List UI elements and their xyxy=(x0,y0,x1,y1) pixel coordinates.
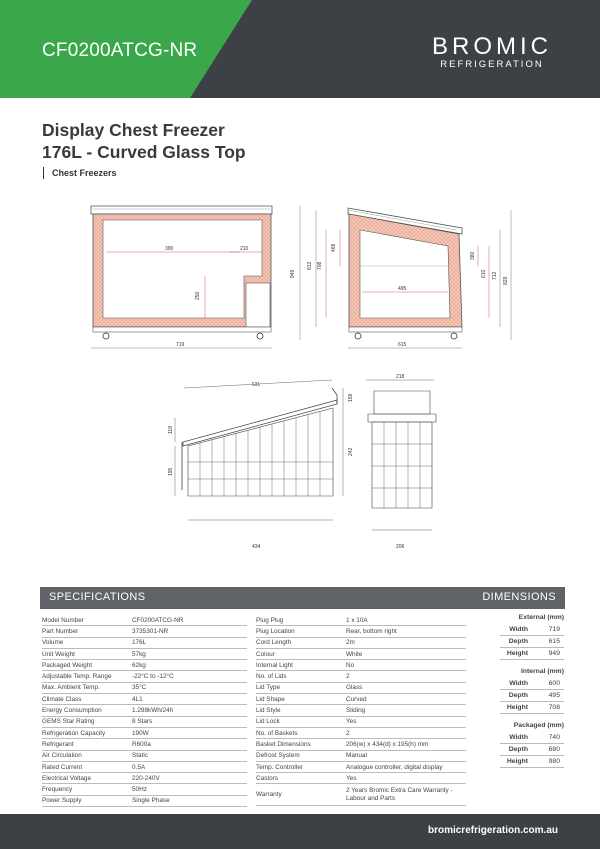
dim-front-inner-step: 210 xyxy=(240,246,249,252)
specifications-heading: SPECIFICATIONS xyxy=(49,591,146,603)
dim-side-h1: 812 xyxy=(307,261,313,270)
spec-value: 190W xyxy=(132,729,149,737)
dim-basket-right-height: 159 xyxy=(348,393,354,402)
spec-value: White xyxy=(346,650,363,658)
specs-column-2 xyxy=(256,615,466,806)
spec-label: Model Number xyxy=(42,616,84,624)
spec-row xyxy=(256,649,466,660)
dim-overall-height: 949 xyxy=(290,269,296,278)
dim-basket-left-height: 118 xyxy=(168,426,174,434)
website-link[interactable]: bromicrefrigeration.com.au xyxy=(427,825,558,836)
dimension-label: Height xyxy=(506,704,528,711)
spec-row xyxy=(256,751,466,762)
model-code: CF0200ATCG-NR xyxy=(42,40,198,61)
dimension-label: Width xyxy=(509,734,528,741)
specifications-bar xyxy=(40,587,565,609)
technical-drawings xyxy=(0,190,600,570)
spec-label: Defrost System xyxy=(256,752,300,760)
spec-row xyxy=(42,649,247,660)
dimension-row xyxy=(500,690,564,702)
spec-label: Air Circulation xyxy=(42,752,82,760)
spec-value: 3735301-NR xyxy=(132,627,169,635)
dimension-value: 949 xyxy=(548,650,560,657)
dim-front-step-height: 250 xyxy=(195,291,201,300)
spec-label: Cord Length xyxy=(256,639,292,647)
dimension-value: 615 xyxy=(548,638,560,645)
spec-row xyxy=(256,705,466,716)
dimension-row xyxy=(500,636,564,648)
spec-label: Colour xyxy=(256,650,275,658)
dimension-value: 980 xyxy=(548,758,560,765)
spec-row xyxy=(42,660,247,671)
spec-label: Lid Lock xyxy=(256,718,280,726)
dim-side-outer-depth: 615 xyxy=(398,342,407,348)
dimension-row xyxy=(500,624,564,636)
spec-value: -22°C to -12°C xyxy=(132,673,174,681)
spec-row xyxy=(256,671,466,682)
dim-side-d4: 829 xyxy=(503,276,509,285)
spec-label: Lid Style xyxy=(256,707,281,715)
spec-value: Single Phase xyxy=(132,797,170,805)
spec-row xyxy=(42,739,247,750)
spec-value: Static xyxy=(132,752,148,760)
side-section-view xyxy=(307,208,511,348)
spec-label: Unit Weight xyxy=(42,650,75,658)
spec-label: Basket Dimensions xyxy=(256,740,311,748)
spec-row xyxy=(42,784,247,795)
dim-basket-side-top: 218 xyxy=(396,374,405,380)
spec-label: Climate Class xyxy=(42,695,82,703)
dimension-value: 708 xyxy=(548,704,560,711)
spec-row xyxy=(42,638,247,649)
dimension-value: 719 xyxy=(548,626,560,633)
dimension-group-heading: Internal (mm) xyxy=(520,668,564,675)
dimensions-heading: DIMENSIONS xyxy=(482,591,556,603)
spec-row xyxy=(256,773,466,784)
spec-value: 57kg xyxy=(132,650,146,658)
spec-label: Electrical Voltage xyxy=(42,774,92,782)
spec-row xyxy=(42,615,247,626)
spec-row xyxy=(42,728,247,739)
dim-side-d3: 712 xyxy=(492,271,498,280)
spec-value: Yes xyxy=(346,774,357,782)
dimension-value: 600 xyxy=(548,680,560,687)
dimension-label: Depth xyxy=(508,746,528,753)
spec-value: 1.298kWh/24h xyxy=(132,707,174,715)
spec-row xyxy=(42,751,247,762)
title-line-2: 176L - Curved Glass Top xyxy=(42,142,246,162)
spec-label: Packaged Weight xyxy=(42,661,92,669)
spec-label: Energy Consumption xyxy=(42,707,102,715)
dim-basket-side-bottom: 206 xyxy=(396,544,405,550)
spec-label: Refrigerant xyxy=(42,740,74,748)
spec-value: 2 xyxy=(346,673,350,681)
dim-basket-body-height: 195 xyxy=(168,467,174,476)
spec-label: Plug Location xyxy=(256,627,295,635)
spec-value: 2 xyxy=(346,729,350,737)
dimension-label: Depth xyxy=(508,692,528,699)
dimension-group xyxy=(500,614,564,660)
spec-row xyxy=(256,615,466,626)
spec-value: R600a xyxy=(132,740,151,748)
spec-value: 50Hz xyxy=(132,786,147,794)
spec-row xyxy=(256,739,466,750)
dimension-value: 495 xyxy=(548,692,560,699)
spec-row xyxy=(42,773,247,784)
product-category: Chest Freezers xyxy=(43,167,117,179)
spec-value: Manual xyxy=(346,752,367,760)
spec-label: No. of Baskets xyxy=(256,729,298,737)
spec-row xyxy=(42,717,247,728)
spec-row xyxy=(42,796,247,807)
basket-front-view xyxy=(175,380,343,520)
dim-side-inner-depth: 495 xyxy=(398,286,407,292)
dimension-row xyxy=(500,732,564,744)
spec-label: GEMS Star Rating xyxy=(42,718,95,726)
dimension-row xyxy=(500,648,564,660)
spec-label: Lid Shape xyxy=(256,695,285,703)
dim-front-inner-width: 390 xyxy=(165,246,174,252)
dim-basket-right-body: 242 xyxy=(348,447,354,456)
specs-column-1 xyxy=(42,615,247,807)
spec-value: 220-240V xyxy=(132,774,160,782)
dimension-group-heading: External (mm) xyxy=(518,614,564,621)
dimension-row xyxy=(500,744,564,756)
spec-value: Analogue controller, digital display xyxy=(346,763,443,771)
spec-label: Lid Type xyxy=(256,684,281,692)
spec-row xyxy=(256,728,466,739)
spec-value: Yes xyxy=(346,718,357,726)
spec-label: Castors xyxy=(256,774,279,782)
spec-value: CF0200ATCG-NR xyxy=(132,616,184,624)
spec-row xyxy=(42,762,247,773)
dimension-value: 680 xyxy=(548,746,560,753)
spec-row xyxy=(42,705,247,716)
spec-row xyxy=(42,694,247,705)
dim-side-d1: 380 xyxy=(470,251,476,260)
dimension-label: Depth xyxy=(508,638,528,645)
spec-row xyxy=(256,694,466,705)
dimension-value: 740 xyxy=(548,734,560,741)
spec-label: Adjustable Temp. Range xyxy=(42,673,112,681)
dim-side-h2: 708 xyxy=(317,261,323,270)
spec-label: Refrigeration Capacity xyxy=(42,729,106,737)
dimension-label: Width xyxy=(509,680,528,687)
dimension-label: Height xyxy=(506,758,528,765)
spec-row xyxy=(256,762,466,773)
spec-label: Rated Current xyxy=(42,763,83,771)
spec-value: 206(w) x 434(d) x 195(h) mm xyxy=(346,740,429,748)
spec-value: 8 Stars xyxy=(132,718,153,726)
dimension-label: Width xyxy=(509,626,528,633)
brand-sub: REFRIGERATION xyxy=(440,59,544,70)
spec-label: Temp. Controller xyxy=(256,763,303,771)
spec-value: 35°C xyxy=(132,684,147,692)
brand-logo xyxy=(432,34,552,70)
spec-value: 176L xyxy=(132,639,147,647)
spec-label: Power Supply xyxy=(42,797,82,805)
dim-side-h3: 468 xyxy=(331,243,337,252)
dimension-group xyxy=(500,668,564,714)
dimension-group-heading: Packaged (mm) xyxy=(513,722,564,729)
spec-row xyxy=(256,638,466,649)
spec-label: Part Number xyxy=(42,627,79,635)
spec-value: No xyxy=(346,661,355,669)
dimension-row xyxy=(500,678,564,690)
spec-label: Frequency xyxy=(42,786,73,794)
dimensions-table xyxy=(500,614,564,776)
spec-row xyxy=(42,626,247,637)
dim-side-d2: 610 xyxy=(481,269,487,278)
spec-value: 2m xyxy=(346,639,355,647)
spec-row xyxy=(42,671,247,682)
basket-side-view xyxy=(366,380,436,530)
header-banner xyxy=(0,0,600,98)
spec-label: Max. Ambient Temp. xyxy=(42,684,100,692)
spec-value: Glass xyxy=(346,684,363,692)
spec-label: No. of Lids xyxy=(256,673,287,681)
spec-row xyxy=(256,717,466,728)
title-line-1: Display Chest Freezer xyxy=(42,120,225,140)
spec-label: Volume xyxy=(42,639,64,647)
brand-name: BROMIC xyxy=(432,33,552,60)
spec-row xyxy=(256,626,466,637)
product-title xyxy=(42,119,246,163)
dimension-label: Height xyxy=(506,650,528,657)
spec-value: Rear, bottom right xyxy=(346,627,397,635)
spec-row xyxy=(42,683,247,694)
spec-value: Curved xyxy=(346,695,367,703)
spec-row xyxy=(256,784,466,806)
dimension-row xyxy=(500,702,564,714)
spec-label: Internal Light xyxy=(256,661,293,669)
spec-row xyxy=(256,660,466,671)
dim-front-outer-width: 719 xyxy=(176,342,185,348)
spec-value: 1 x 10A xyxy=(346,616,368,624)
spec-value: 4L1 xyxy=(132,695,143,703)
spec-row xyxy=(256,683,466,694)
dim-basket-top-length: 531 xyxy=(251,381,261,388)
spec-value: Sliding xyxy=(346,707,366,715)
spec-value: 2 Years Bromic Extra Care Warranty - Labour and Parts xyxy=(346,786,453,802)
spec-label: Warranty xyxy=(256,791,282,799)
spec-value: 62kg xyxy=(132,661,146,669)
spec-label: Plug Plug xyxy=(256,616,284,624)
dimension-row xyxy=(500,756,564,768)
dimension-group xyxy=(500,722,564,768)
spec-value: 0.5A xyxy=(132,763,146,771)
dim-basket-bottom-length: 434 xyxy=(252,544,261,550)
front-section-view xyxy=(91,206,300,348)
footer-bar xyxy=(0,814,600,849)
